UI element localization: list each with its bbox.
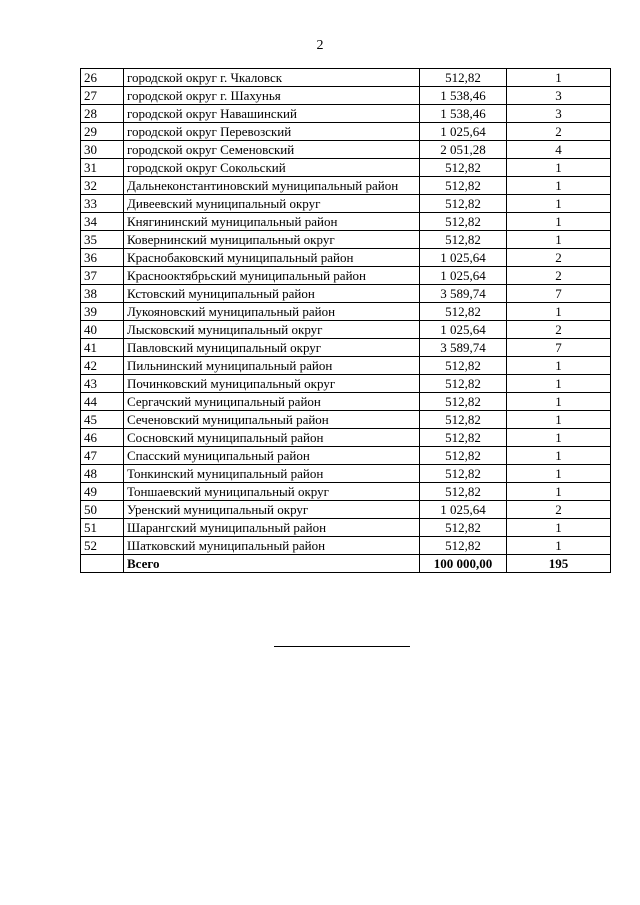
count-cell: 1 [507, 213, 611, 231]
municipality-name-cell: Кстовский муниципальный район [124, 285, 420, 303]
table-row [81, 375, 611, 393]
count-cell: 1 [507, 195, 611, 213]
table-row [81, 321, 611, 339]
row-number-cell: 44 [81, 393, 124, 411]
count-cell: 1 [507, 537, 611, 555]
table-row [81, 483, 611, 501]
amount-cell: 512,82 [420, 465, 507, 483]
table-row [81, 123, 611, 141]
total-sum-cell: 100 000,00 [420, 555, 507, 573]
municipality-name-cell: Краснобаковский муниципальный район [124, 249, 420, 267]
amount-cell: 3 589,74 [420, 339, 507, 357]
amount-cell: 512,82 [420, 483, 507, 501]
row-number-cell: 34 [81, 213, 124, 231]
table-row [81, 429, 611, 447]
amount-cell: 1 025,64 [420, 501, 507, 519]
row-number-cell: 43 [81, 375, 124, 393]
row-number-cell: 47 [81, 447, 124, 465]
total-label-cell: Всего [124, 555, 420, 573]
amount-cell: 512,82 [420, 411, 507, 429]
municipality-name-cell: Тонкинский муниципальный район [124, 465, 420, 483]
municipality-name-cell: городской округ Сокольский [124, 159, 420, 177]
amount-cell: 512,82 [420, 375, 507, 393]
table-row [81, 249, 611, 267]
row-number-cell: 29 [81, 123, 124, 141]
row-number-cell: 46 [81, 429, 124, 447]
municipality-name-cell: Сеченовский муниципальный район [124, 411, 420, 429]
table-row [81, 177, 611, 195]
count-cell: 1 [507, 159, 611, 177]
table-row [81, 213, 611, 231]
row-number-cell: 30 [81, 141, 124, 159]
count-cell: 1 [507, 375, 611, 393]
municipality-name-cell: Уренский муниципальный округ [124, 501, 420, 519]
count-cell: 2 [507, 501, 611, 519]
municipality-name-cell: Дивеевский муниципальный округ [124, 195, 420, 213]
municipality-name-cell: Павловский муниципальный округ [124, 339, 420, 357]
municipality-name-cell: городской округ Навашинский [124, 105, 420, 123]
table-row [81, 519, 611, 537]
count-cell: 2 [507, 267, 611, 285]
table-row [81, 447, 611, 465]
row-number-cell: 27 [81, 87, 124, 105]
municipality-name-cell: городской округ г. Шахунья [124, 87, 420, 105]
count-cell: 1 [507, 357, 611, 375]
municipality-name-cell: Княгининский муниципальный район [124, 213, 420, 231]
total-count-cell: 195 [507, 555, 611, 573]
amount-cell: 512,82 [420, 393, 507, 411]
municipality-name-cell: Сосновский муниципальный район [124, 429, 420, 447]
count-cell: 1 [507, 69, 611, 87]
total-row [81, 555, 611, 573]
row-number-cell: 28 [81, 105, 124, 123]
table-row [81, 393, 611, 411]
row-number-cell: 41 [81, 339, 124, 357]
amount-cell: 512,82 [420, 177, 507, 195]
row-number-cell: 39 [81, 303, 124, 321]
municipality-name-cell: городской округ г. Чкаловск [124, 69, 420, 87]
amount-cell: 3 589,74 [420, 285, 507, 303]
count-cell: 1 [507, 231, 611, 249]
count-cell: 7 [507, 339, 611, 357]
row-number-cell: 26 [81, 69, 124, 87]
municipality-name-cell: Лысковский муниципальный округ [124, 321, 420, 339]
table-body [81, 69, 611, 573]
row-number-cell: 36 [81, 249, 124, 267]
row-number-cell: 49 [81, 483, 124, 501]
amount-cell: 512,82 [420, 429, 507, 447]
count-cell: 1 [507, 177, 611, 195]
count-cell: 1 [507, 465, 611, 483]
table-row [81, 105, 611, 123]
table-row [81, 231, 611, 249]
row-number-cell: 51 [81, 519, 124, 537]
municipality-name-cell: Шатковский муниципальный район [124, 537, 420, 555]
row-number-cell: 45 [81, 411, 124, 429]
table-row [81, 465, 611, 483]
amount-cell: 512,82 [420, 357, 507, 375]
table-row [81, 339, 611, 357]
count-cell: 1 [507, 447, 611, 465]
allocation-table [80, 68, 611, 573]
row-number-cell: 32 [81, 177, 124, 195]
amount-cell: 512,82 [420, 537, 507, 555]
amount-cell: 1 025,64 [420, 249, 507, 267]
row-number-cell: 31 [81, 159, 124, 177]
count-cell: 3 [507, 105, 611, 123]
count-cell: 7 [507, 285, 611, 303]
count-cell: 2 [507, 249, 611, 267]
municipality-name-cell: Дальнеконстантиновский муниципальный район [124, 177, 420, 195]
count-cell: 1 [507, 393, 611, 411]
count-cell: 1 [507, 483, 611, 501]
amount-cell: 512,82 [420, 519, 507, 537]
municipality-name-cell: Шарангский муниципальный район [124, 519, 420, 537]
table-row [81, 357, 611, 375]
amount-cell: 512,82 [420, 195, 507, 213]
municipality-name-cell: Пильнинский муниципальный район [124, 357, 420, 375]
municipality-name-cell: Спасский муниципальный район [124, 447, 420, 465]
amount-cell: 1 025,64 [420, 267, 507, 285]
signature-line [274, 646, 410, 647]
table-row [81, 537, 611, 555]
municipality-name-cell: городской округ Семеновский [124, 141, 420, 159]
table-row [81, 267, 611, 285]
row-number-cell: 33 [81, 195, 124, 213]
municipality-name-cell: Починковский муниципальный округ [124, 375, 420, 393]
count-cell: 1 [507, 429, 611, 447]
amount-cell: 512,82 [420, 213, 507, 231]
table-row [81, 87, 611, 105]
table-row [81, 141, 611, 159]
table-row [81, 69, 611, 87]
amount-cell: 2 051,28 [420, 141, 507, 159]
row-number-cell: 35 [81, 231, 124, 249]
row-number-cell: 37 [81, 267, 124, 285]
table-row [81, 285, 611, 303]
municipality-name-cell: Лукояновский муниципальный район [124, 303, 420, 321]
table-row [81, 195, 611, 213]
municipality-name-cell: Тоншаевский муниципальный округ [124, 483, 420, 501]
amount-cell: 512,82 [420, 159, 507, 177]
row-number-cell: 52 [81, 537, 124, 555]
amount-cell: 1 538,46 [420, 105, 507, 123]
row-number-cell: 38 [81, 285, 124, 303]
count-cell: 2 [507, 321, 611, 339]
row-number-cell: 42 [81, 357, 124, 375]
row-number-cell: 40 [81, 321, 124, 339]
municipality-name-cell: Ковернинский муниципальный округ [124, 231, 420, 249]
table-row [81, 501, 611, 519]
row-number-cell: 50 [81, 501, 124, 519]
count-cell: 3 [507, 87, 611, 105]
count-cell: 1 [507, 411, 611, 429]
row-number-cell: 48 [81, 465, 124, 483]
municipality-name-cell: городской округ Перевозский [124, 123, 420, 141]
count-cell: 1 [507, 303, 611, 321]
page-number: 2 [316, 38, 324, 53]
table-row [81, 303, 611, 321]
table-row [81, 159, 611, 177]
municipality-name-cell: Сергачский муниципальный район [124, 393, 420, 411]
count-cell: 4 [507, 141, 611, 159]
amount-cell: 512,82 [420, 69, 507, 87]
amount-cell: 1 025,64 [420, 123, 507, 141]
count-cell: 2 [507, 123, 611, 141]
amount-cell: 512,82 [420, 231, 507, 249]
table-row [81, 411, 611, 429]
municipality-name-cell: Краснооктябрьский муниципальный район [124, 267, 420, 285]
count-cell: 1 [507, 519, 611, 537]
amount-cell: 512,82 [420, 447, 507, 465]
total-num-cell [81, 555, 124, 573]
amount-cell: 1 538,46 [420, 87, 507, 105]
amount-cell: 512,82 [420, 303, 507, 321]
amount-cell: 1 025,64 [420, 321, 507, 339]
